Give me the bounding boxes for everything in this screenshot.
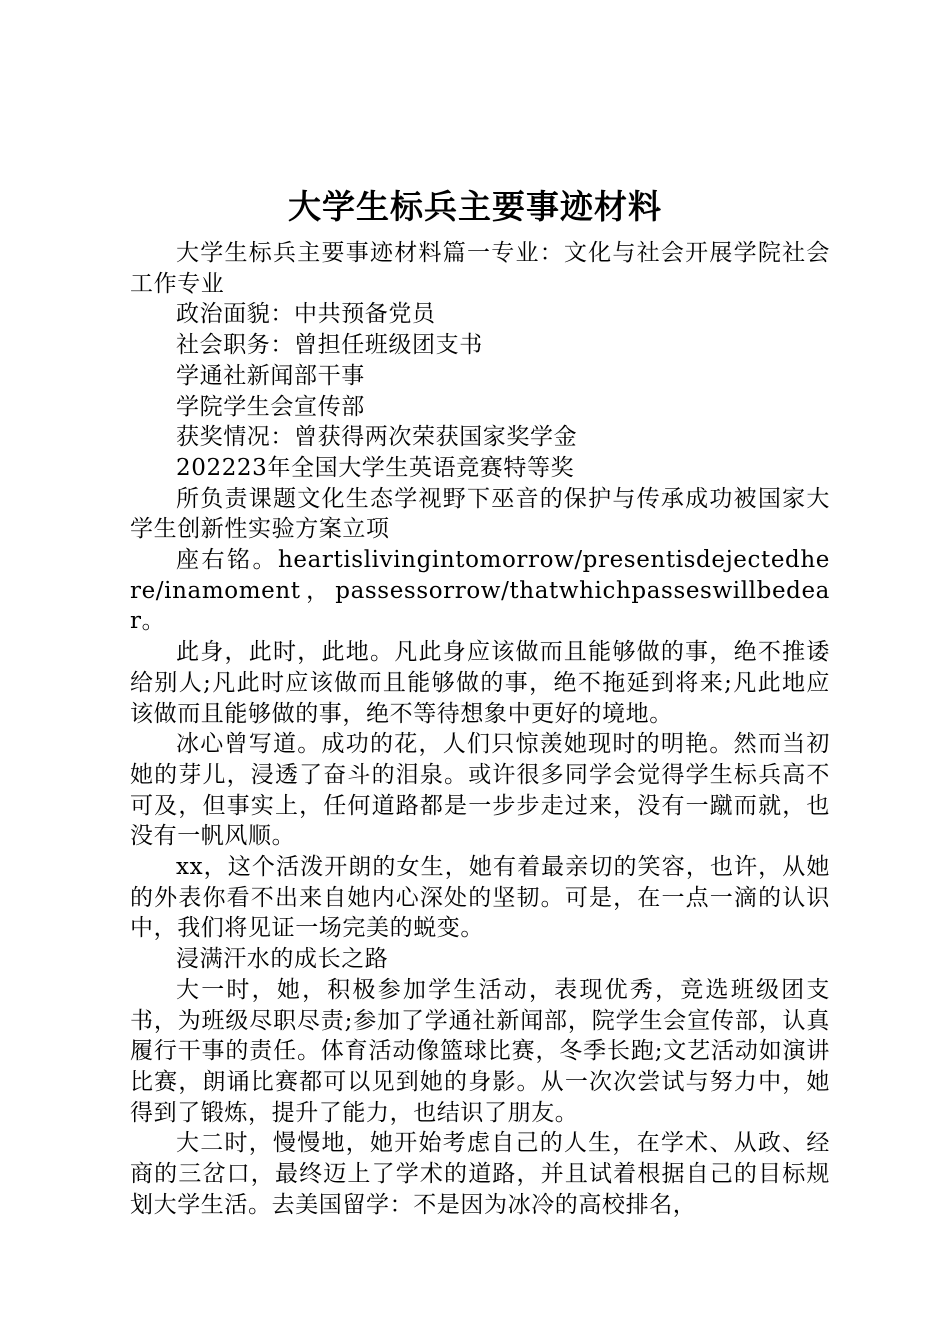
- paragraph: 学院学生会宣传部: [176, 393, 365, 420]
- document-body: [130, 238, 830, 1221]
- paragraph: 学通社新闻部干事: [176, 362, 365, 389]
- paragraph: 202223年全国大学生英语竞赛特等奖: [176, 454, 575, 481]
- paragraph: 冰心曾写道。成功的花，人们只惊羡她现时的明艳。然而当初她的芽儿，浸透了奋斗的泪泉。或许很多同学会觉得学生标兵高不可及，但事实上，任何道路都是一步步走过来，没有一蹴而就，也没有一帆风顺。: [130, 731, 830, 850]
- paragraph: 此身，此时，此地。凡此身应该做而且能够做的事，绝不推诿给别人;凡此时应该做而且能够做的事，绝不拖延到将来;凡此地应该做而且能够做的事，绝不等待想象中更好的境地。: [130, 639, 830, 727]
- paragraph: 浸满汗水的成长之路: [176, 946, 389, 973]
- paragraph: xx，这个活泼开朗的女生，她有着最亲切的笑容，也许，从她的外表你看不出来自她内心深处的坚韧。可是，在一点一滴的认识中，我们将见证一场完美的蜕变。: [130, 854, 830, 942]
- paragraph: 大一时，她，积极参加学生活动，表现优秀，竞选班级团支书，为班级尽职尽责;参加了学通社新闻部，院学生会宣传部，认真履行干事的责任。体育活动像篮球比赛，冬季长跑;文艺活动如演讲比赛，朗诵比赛都可以见到她的身影。从一次次尝试与努力中，她得到了锻炼，提升了能力，也结识了朋友。: [130, 976, 830, 1126]
- document-title: 大学生标兵主要事迹材料: [288, 187, 662, 226]
- paragraph: 大二时，慢慢地，她开始考虑自己的人生，在学术、从政、经商的三岔口，最终迈上了学术的道路，并且试着根据自己的目标规划大学生活。去美国留学：不是因为冰冷的高校排名，: [130, 1130, 830, 1218]
- paragraph: 座右铭。heartislivingintomorrow/presentisdejectedhere/inamoment，passessorrow/thatwhichpasseswillbedear。: [130, 547, 830, 635]
- paragraph: 所负责课题文化生态学视野下巫音的保护与传承成功被国家大学生创新性实验方案立项: [130, 485, 830, 543]
- paragraph: 获奖情况：曾获得两次荣获国家奖学金: [176, 424, 578, 451]
- paragraph: 社会职务：曾担任班级团支书: [176, 332, 483, 359]
- paragraph: 政治面貌：中共预备党员: [176, 301, 436, 328]
- paragraph: 大学生标兵主要事迹材料篇一专业：文化与社会开展学院社会工作专业: [130, 240, 830, 297]
